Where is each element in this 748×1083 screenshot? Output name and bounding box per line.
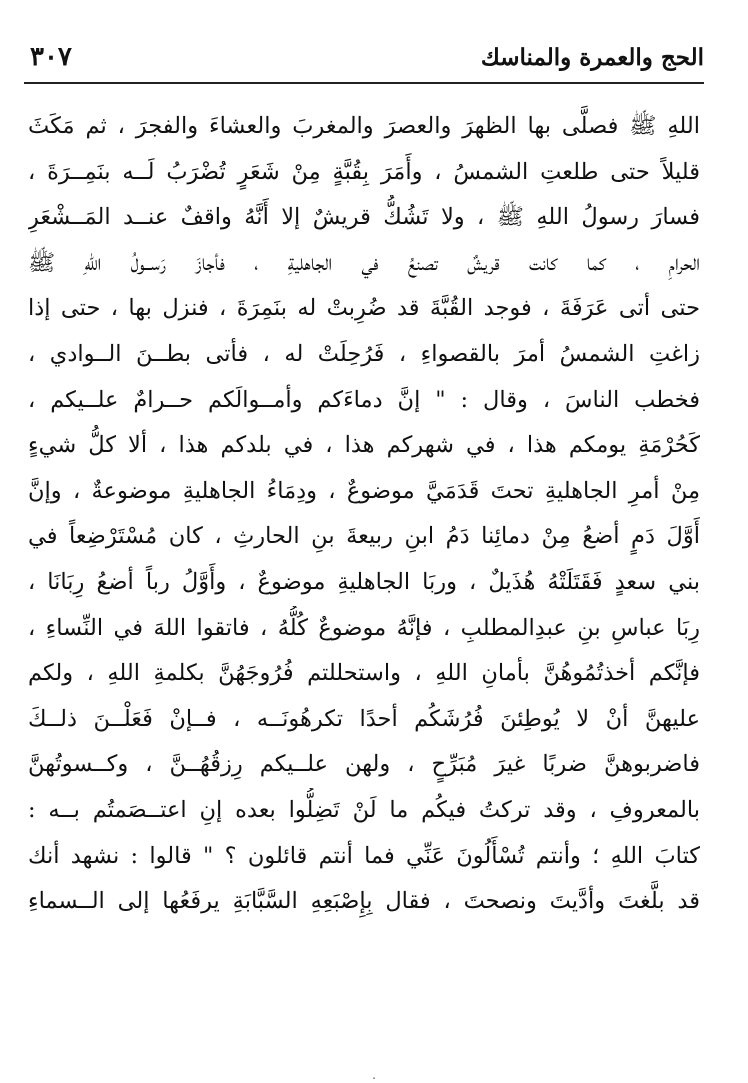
text-line: قد بلَّغتَ وأدَّيتَ ونصحتَ ، فقال بِإِصْبَعِهِ السَّبَّابَةِ يرفَعُها إلى الــسماءِ (28, 888, 700, 915)
text-line: مِنْ أمرِ الجاهليةِ تحتَ قَدَمَيَّ موضوعٌ ، ودِمَاءُ الجاهليةِ موضوعةٌ ، وإنَّ (28, 477, 700, 504)
text-line: حتى أتى عَرَفَةَ ، فوجد القُبَّةَ قد ضُرِبتْ له بنَمِرَةَ ، فنزل بها ، حتى إذا (28, 295, 700, 322)
text-line: رِبَا عباسِ بنِ عبدِالمطلبِ ، فإنَّهُ موضوعٌ كُلُّهُ ، فاتقوا اللهَ في النِّساءِ ، (28, 614, 700, 641)
text-line: فسارَ رسولُ اللهِ ﷺ ، ولا تَشُكُّ قريشٌ إلا أَنَّهُ واقفٌ عنــد المَــشْعَرِ (28, 204, 700, 231)
text-line: بالمعروفِ ، وقد تركتُ فيكُم ما لَنْ تَضِلُّوا بعده إنِ اعتــصَمتُم بــه : (28, 796, 700, 823)
text-line: عليهنَّ أنْ لا يُوطِئنَ فُرُشَكُم أحدًا تكرهُونَــه ، فــإنْ فَعَلْــنَ ذلــكَ (28, 705, 700, 732)
page-footer-mark: ․ (372, 1068, 377, 1082)
page-header (24, 38, 704, 82)
text-line: كَحُرْمَةِ يومكم هذا ، في شهركم هذا ، في بلدكم هذا ، ألا كلُّ شيءٍ (28, 432, 700, 459)
page-number: ٣٠٧ (30, 42, 72, 72)
text-line: كتابَ اللهِ ؛ وأنتم تُسْأَلُونَ عَنِّي فما أنتم قائلون ؟ " قالوا : نشهد أنك (28, 842, 700, 869)
text-line: أَوَّلَ دَمٍ أضعُ مِنْ دمائِنا دَمُ ابنِ ربيعةَ بنِ الحارثِ ، كان مُسْتَرْضِعاً في (28, 523, 700, 550)
header-divider (24, 82, 704, 84)
text-line: فإنَّكم أخذتُمُوهُنَّ بأمانِ اللهِ ، واستحللتم فُرُوجَهُنَّ بكلمةِ اللهِ ، ولكم (28, 660, 700, 687)
text-line: بني سعدٍ فَقَتَلَتْهُ هُذَيلٌ ، وربَا الجاهليةِ موضوعٌ ، وأَوَّلُ رباً أضعُ رِبَانَا ، (28, 568, 700, 595)
running-title: الحج والعمرة والمناسك (480, 44, 704, 71)
text-line: قليلاً حتى طلعتِ الشمسُ ، وأَمَرَ بِقُبَّةٍ مِنْ شَعَرٍ تُضْرَبُ لَــه بنَمِــرَةَ ، (28, 158, 700, 185)
body-text (28, 104, 700, 925)
text-line: زاغتِ الشمسُ أمرَ بالقصواءِ ، فَرُحِلَتْ له ، فأتى بطــنَ الــوادي ، (28, 340, 700, 367)
text-line: اللهِ ﷺ فصلَّى بها الظهرَ والعصرَ والمغربَ والعشاءَ والفجرَ ، ثم مَكَثَ (28, 113, 700, 139)
text-line: فاضربوهنَّ ضربًا غيرَ مُبَرِّحٍ ، ولهن علــيكم رِزقُهُــنَّ ، وكــسوتُهنَّ (28, 751, 700, 778)
text-line: الحرامِ ، كما كانت قريشٌ تصنعُ في الجاهليةِ ، فأجازَ رَســولُ اللهِ ﷺ (28, 249, 700, 276)
text-line: فخطب الناسَ ، وقال : " إنَّ دماءَكم وأمــوالَكم حــرامٌ علــيكم ، (28, 386, 700, 413)
